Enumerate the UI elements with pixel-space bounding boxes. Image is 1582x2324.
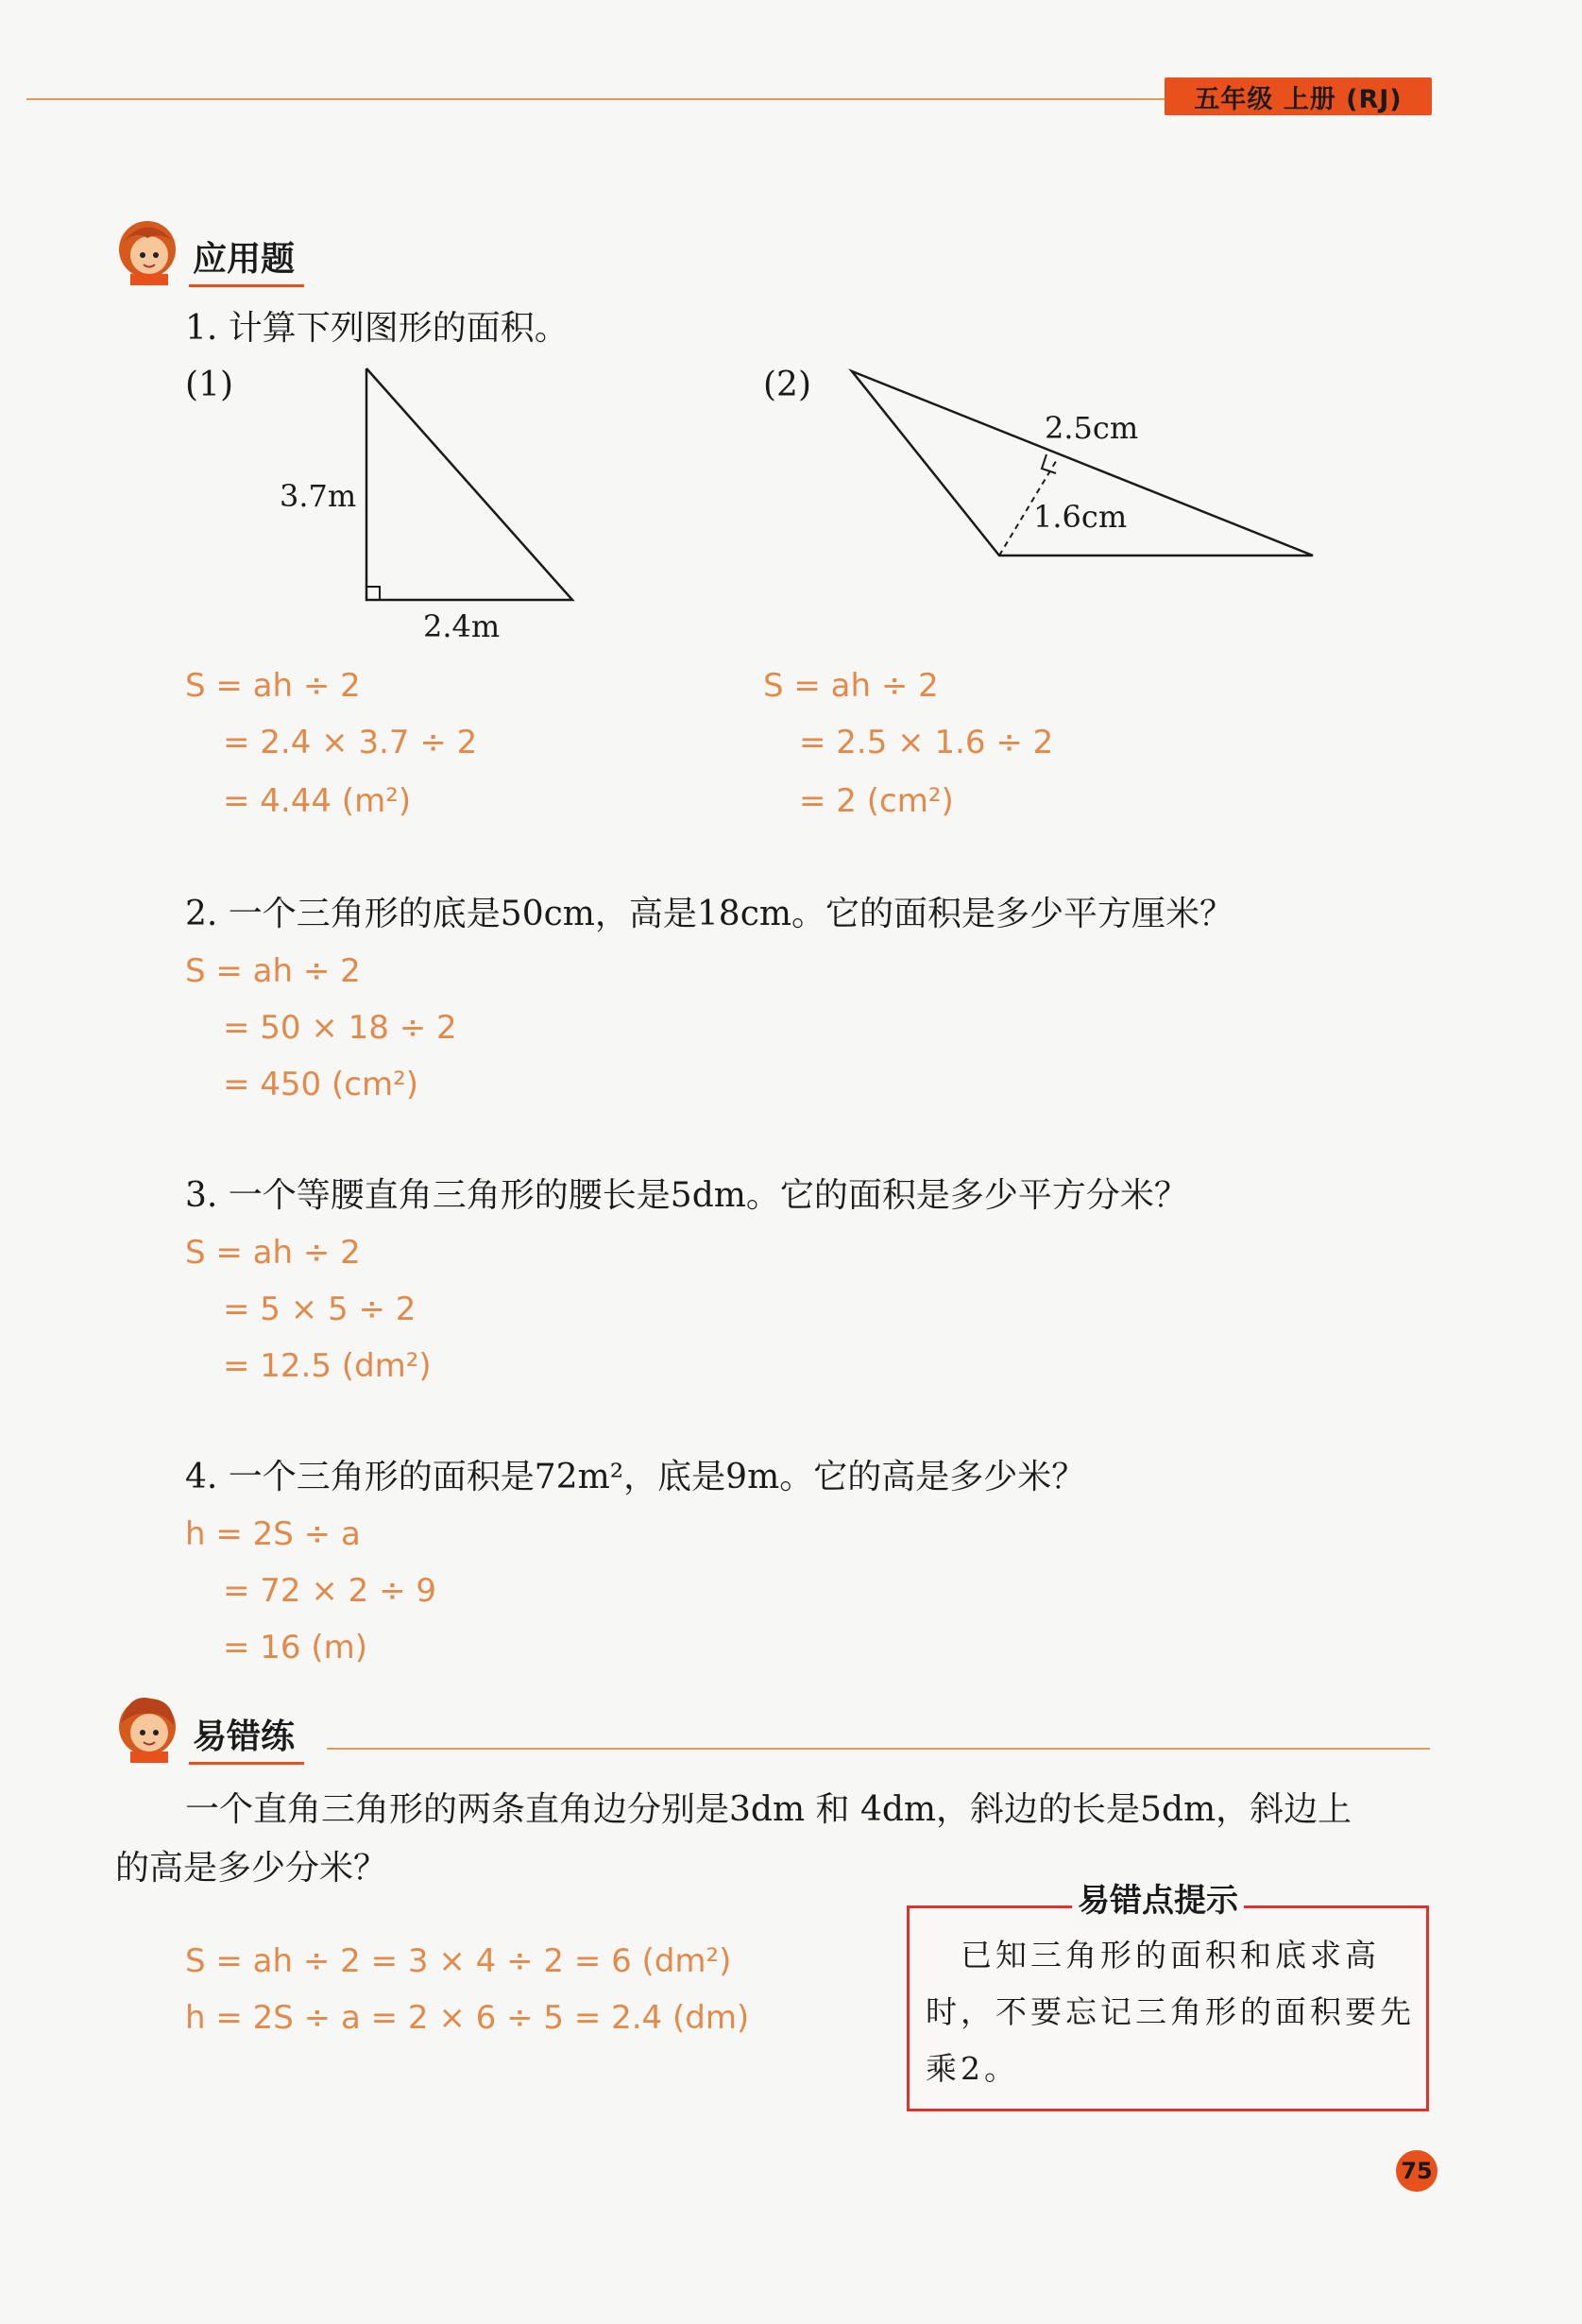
answer-q5-line-1: S = ah ÷ 2 = 3 × 4 ÷ 2 = 6 (dm²) [185, 1942, 732, 1980]
answer-q3-line-3: = 12.5 (dm²) [223, 1347, 432, 1385]
answer-2-line-1: S = ah ÷ 2 [763, 667, 939, 705]
question-4: 4. 一个三角形的面积是72m²，底是9m。它的高是多少米？ [185, 1458, 1086, 1496]
answer-1-line-1: S = ah ÷ 2 [185, 667, 361, 705]
section-mistakes-rule [327, 1748, 1430, 1750]
page-number: 75 [1396, 2150, 1437, 2192]
tip-text: 已知三角形的面积和底求高时，不要忘记三角形的面积要先乘2。 [926, 1937, 1415, 2087]
header-rule [26, 98, 1165, 100]
figure-2-label: (2) [763, 366, 811, 404]
answer-q2-line-2: = 50 × 18 ÷ 2 [223, 1009, 457, 1047]
answer-q5-line-2: h = 2S ÷ a = 2 × 6 ÷ 5 = 2.4 (dm) [185, 1999, 750, 2037]
right-triangle-figure [349, 359, 586, 605]
mascot-icon [110, 214, 185, 287]
figure-2-base: 2.5cm [1045, 410, 1139, 446]
answer-q4-line-3: = 16 (m) [223, 1629, 368, 1666]
answer-2-line-3: = 2 (cm²) [799, 782, 954, 820]
answer-q3-line-2: = 5 × 5 ÷ 2 [223, 1290, 417, 1328]
question-1: 1. 计算下列图形的面积。 [185, 309, 569, 348]
question-3: 3. 一个等腰直角三角形的腰长是5dm。它的面积是多少平方分米？ [185, 1176, 1188, 1215]
answer-1-line-3: = 4.44 (m²) [223, 782, 412, 820]
answer-q4-line-1: h = 2S ÷ a [185, 1515, 361, 1553]
figure-1-side-b: 2.4m [423, 608, 501, 644]
answer-q2-line-1: S = ah ÷ 2 [185, 952, 361, 990]
answer-q2-line-3: = 450 (cm²) [223, 1066, 418, 1103]
section-mistakes-title: 易错练 [189, 1717, 304, 1765]
figure-2-height: 1.6cm [1033, 499, 1128, 535]
figure-1-side-a: 3.7m [280, 478, 357, 514]
question-2: 2. 一个三角形的底是50cm，高是18cm。它的面积是多少平方厘米？ [185, 895, 1234, 933]
tip-title: 易错点提示 [1072, 1880, 1244, 1922]
question-5-line-1: 一个直角三角形的两条直角边分别是3dm 和 4dm，斜边的长是5dm，斜边上 [185, 1790, 1352, 1829]
figure-1-label: (1) [185, 366, 233, 404]
answer-q4-line-2: = 72 × 2 ÷ 9 [223, 1572, 437, 1610]
section-application-heading [110, 214, 304, 287]
mascot-girl-icon [110, 1691, 185, 1765]
question-5-line-2: 的高是多少分米？ [115, 1849, 388, 1888]
answer-q3-line-1: S = ah ÷ 2 [185, 1234, 361, 1272]
answer-1-line-2: = 2.4 × 3.7 ÷ 2 [223, 724, 478, 761]
section-mistakes-heading [110, 1691, 304, 1765]
answer-2-line-2: = 2.5 × 1.6 ÷ 2 [799, 724, 1054, 761]
section-application-title: 应用题 [189, 239, 304, 287]
grade-badge: 五年级 上册 (RJ) [1165, 77, 1432, 115]
